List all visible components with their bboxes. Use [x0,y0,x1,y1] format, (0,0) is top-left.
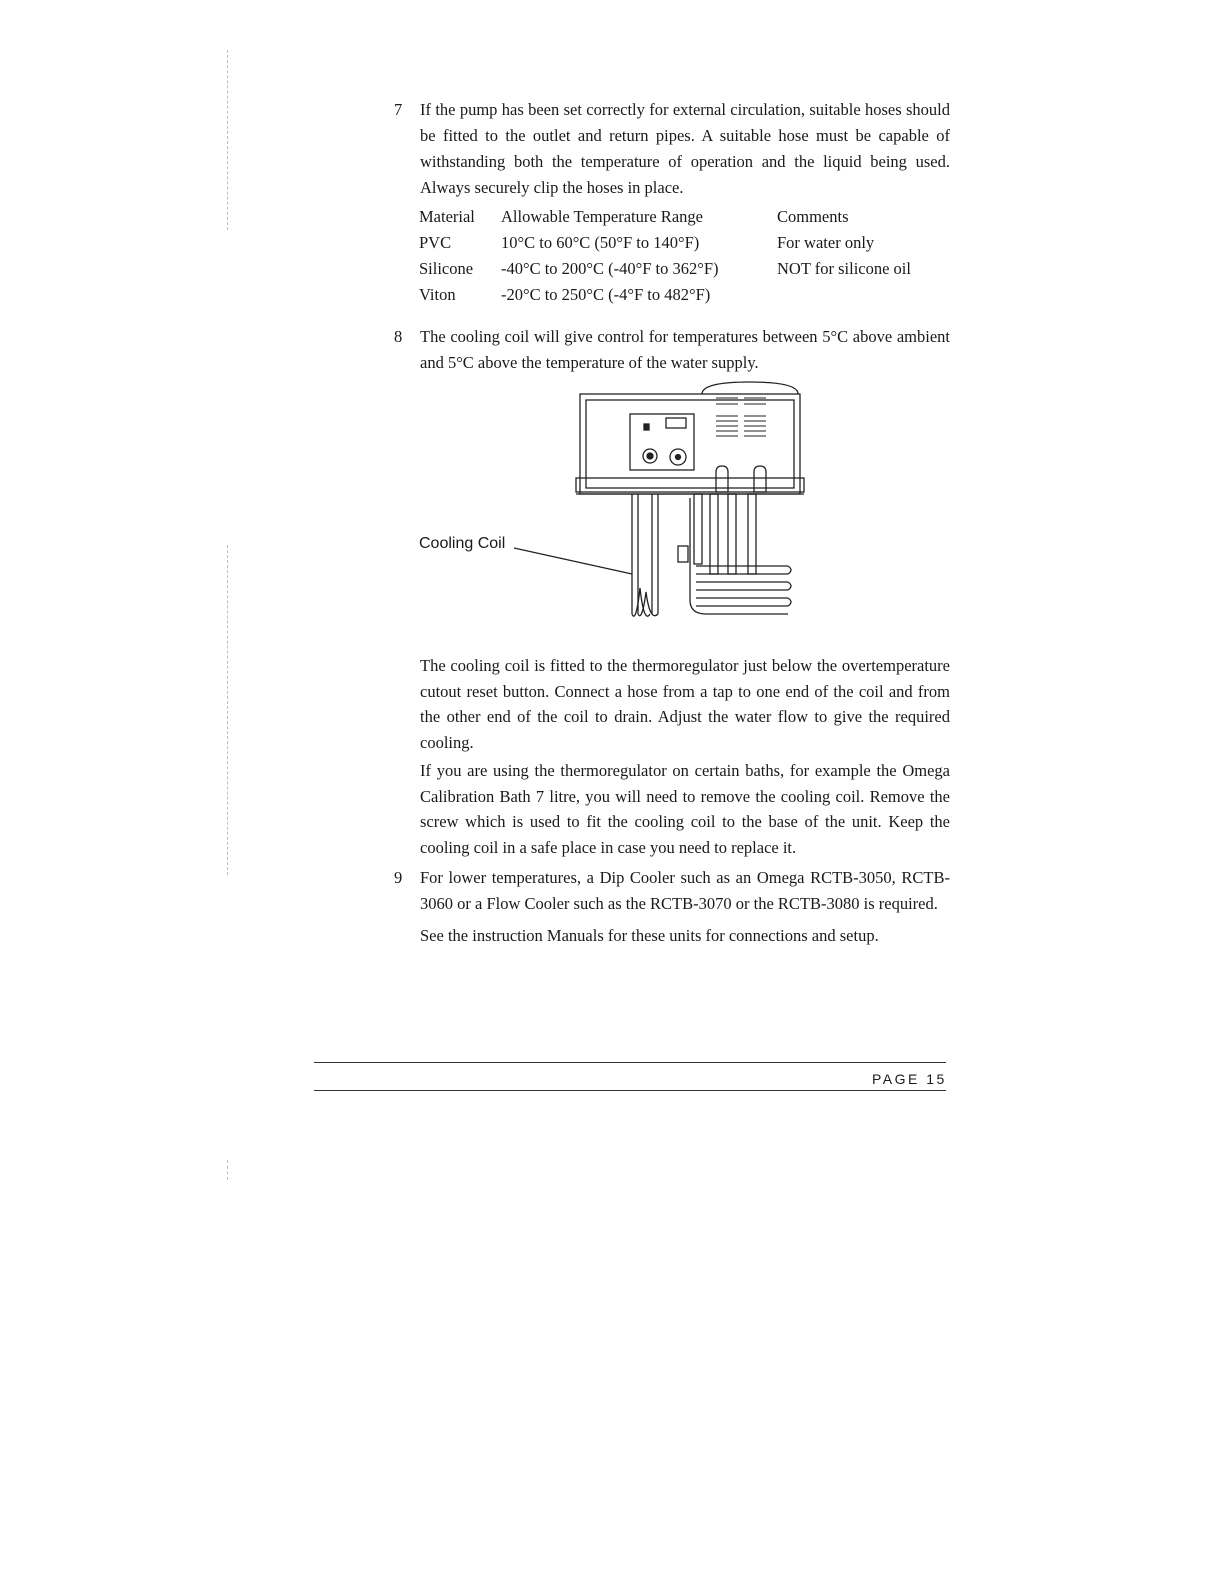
cooling-coil-tubes [632,494,658,616]
spiral-coil [690,498,791,614]
table-row [419,256,947,282]
vent-grille [716,398,766,436]
table-cell: NOT for silicone oil [777,259,911,278]
footer-rule-top [314,1062,946,1063]
table-cell: For water only [777,233,875,252]
table-cell: PVC [419,233,452,252]
base-plate [576,478,804,492]
label-leader-line [514,548,632,574]
scan-artifact [227,545,228,875]
step-note: See the instruction Manuals for these units for connections and setup. [420,926,879,945]
step-9 [394,865,950,949]
housing-outline [580,394,800,494]
reset-button-core [647,453,653,459]
connector-port [666,418,686,428]
coil-removal-paragraph: If you are using the thermoregulator on certain baths, for example the Omega Calibration Bath 7 litre, you will need to remove the cooling coil. Remove the screw which is used to fit the cooling coil to the base of the unit. Keep the cooling coil in a safe place in case you need to replace it. [420,761,950,857]
table-cell: -20°C to 250°C (-4°F to 482°F) [501,285,711,304]
table-cell: Viton [419,285,456,304]
step-number: 9 [394,868,403,887]
step-7 [394,97,950,201]
column-header: Allowable Temperature Range [501,207,703,226]
column-header: Material [419,207,475,226]
scan-artifact [227,50,228,230]
page-number: PAGE 15 [872,1071,947,1087]
hose-material-table [419,204,947,308]
step-8 [394,324,950,376]
top-dome [702,382,798,394]
table-row [419,282,947,308]
table-header-row [419,204,947,230]
switch-icon [644,424,649,430]
thermoregulator-diagram [410,378,830,630]
step-text: For lower temperatures, a Dip Cooler such as an Omega RCTB-3050, RCTB-3060 or a Flow Cooler such as the RCTB-3070 or the RCTB-3080 is required. [420,868,950,913]
cooling-coil-label: Cooling Coil [419,535,506,552]
step-text: If the pump has been set correctly for external circulation, suitable hoses should be fitted to the outlet and return pipes. A suitable hose must be capable of withstanding both the temperature of operation and the liquid being used. Always securely clip the hoses in place. [420,100,950,197]
table-cell [777,282,947,308]
step-number: 8 [394,327,403,346]
scan-artifact [227,1160,228,1180]
column-header: Comments [777,207,849,226]
table-cell: Silicone [419,259,474,278]
step-number: 7 [394,100,403,119]
power-socket-pin [676,455,681,460]
table-row [419,230,947,256]
coil-fitting-paragraph: The cooling coil is fitted to the thermoregulator just below the overtemperature cutout reset button. Connect a hose from a tap to one end of the coil and from the other end of the coil to drain. Adjust the water flow to give the required cooling. [420,656,950,752]
footer-rule-bottom [314,1090,946,1091]
housing-inner [586,400,794,488]
step-text: The cooling coil will give control for temperatures between 5°C above ambient and 5°C above the temperature of the water supply. [420,327,950,372]
table-cell: -40°C to 200°C (-40°F to 362°F) [501,259,719,278]
table-cell: 10°C to 60°C (50°F to 140°F) [501,233,700,252]
